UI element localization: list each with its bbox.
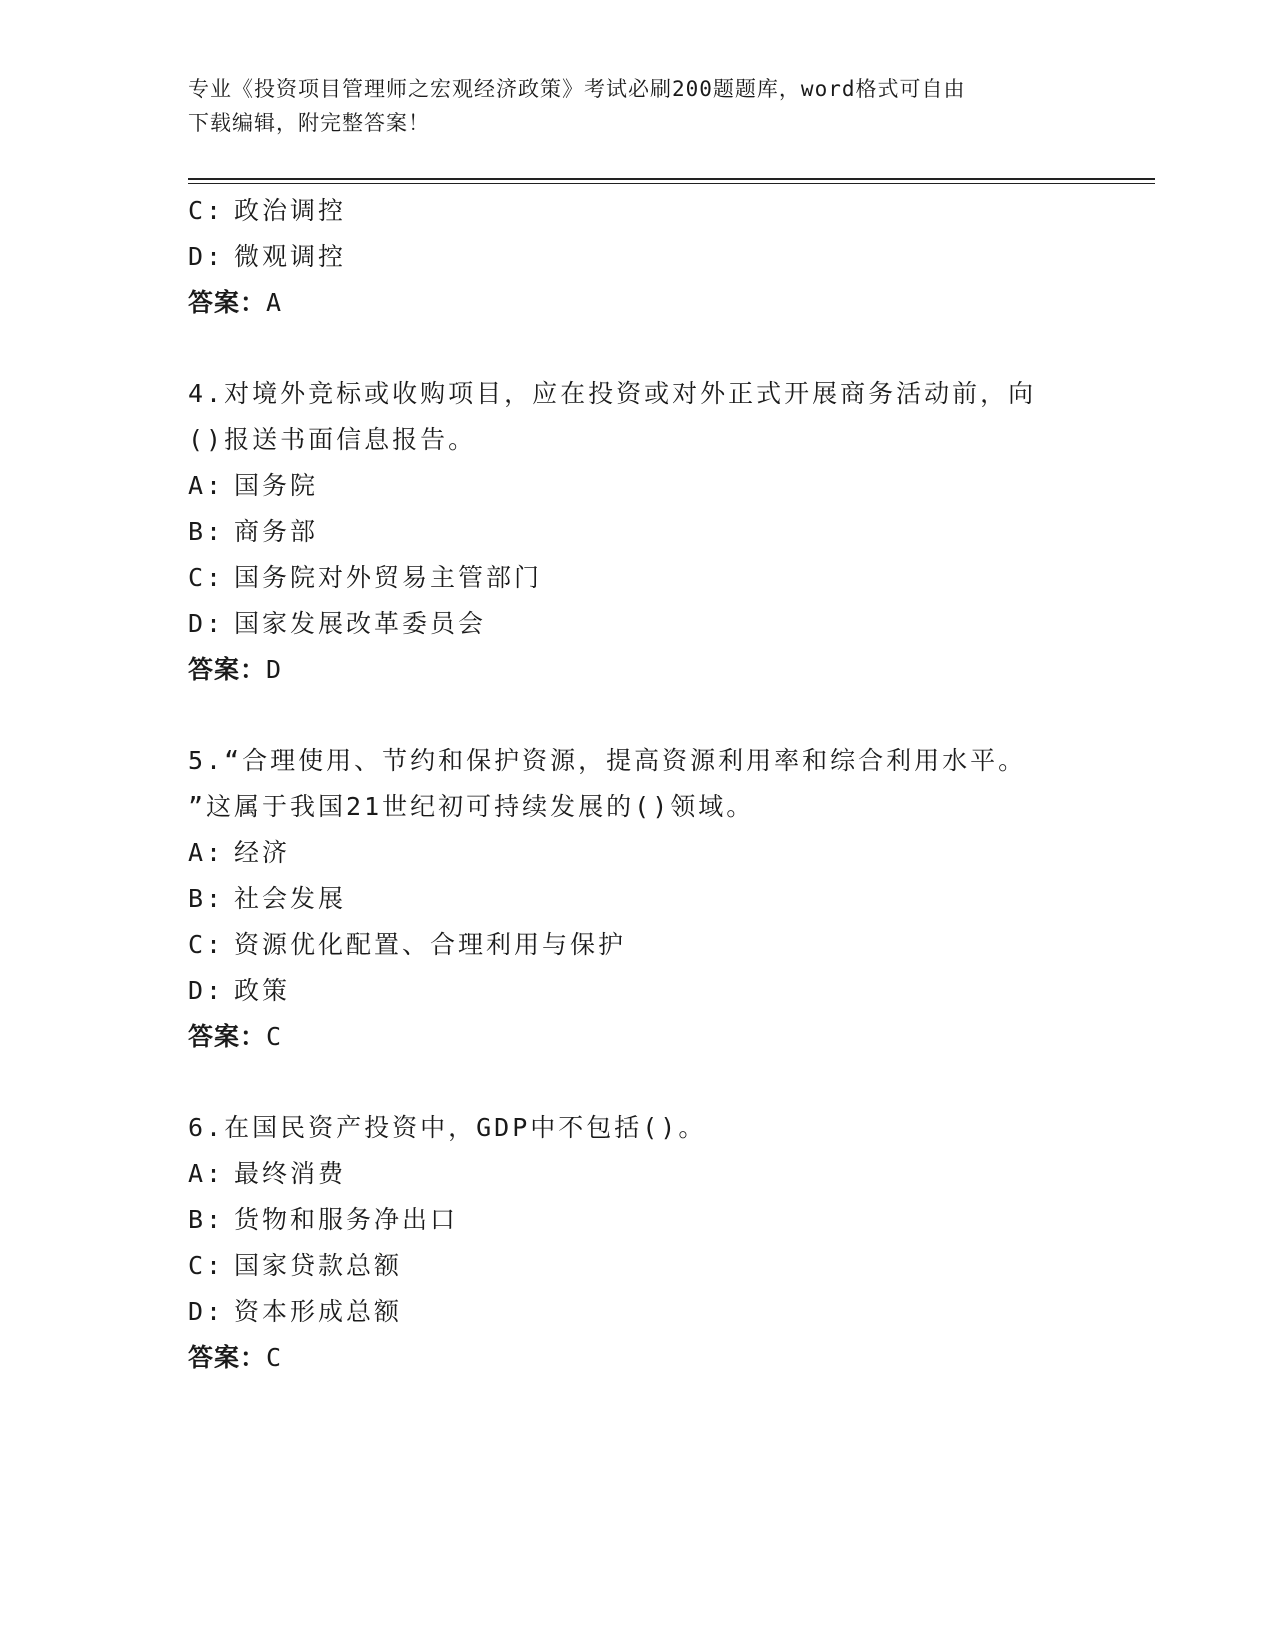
option-text: 政治调控: [234, 196, 347, 225]
header-divider-thin: [188, 183, 1155, 184]
question-stem-line-2: ”这属于我国21世纪初可持续发展的()领域。: [188, 792, 755, 821]
option-text: 货物和服务净出口: [234, 1205, 459, 1234]
answer-value: A: [266, 288, 283, 317]
question-3: [188, 188, 1088, 326]
option-text: 经济: [234, 838, 291, 867]
option-text: 商务部: [234, 517, 319, 546]
option-letter: C:: [188, 1251, 225, 1280]
option-text: 资源优化配置、合理利用与保护: [234, 930, 627, 959]
option-a: [188, 463, 1088, 509]
question-stem-line-1: 6.在国民资产投资中，GDP中不包括()。: [188, 1113, 707, 1142]
header-line-1: 专业《投资项目管理师之宏观经济政策》考试必刷200题题库，word格式可自由: [188, 77, 966, 101]
answer-label: 答案：: [188, 655, 267, 684]
answer-line: [188, 647, 1088, 693]
option-letter: B:: [188, 517, 225, 546]
question-stem-line-2: ()报送书面信息报告。: [188, 425, 477, 454]
option-letter: D:: [188, 609, 225, 638]
option-a: [188, 1151, 1088, 1197]
option-letter: A:: [188, 838, 225, 867]
option-d: [188, 968, 1088, 1014]
option-text: 资本形成总额: [234, 1297, 403, 1326]
option-b: [188, 1197, 1088, 1243]
question-stem-line-1: 5.“合理使用、节约和保护资源，提高资源利用率和综合利用水平。: [188, 746, 1027, 775]
option-letter: C:: [188, 930, 225, 959]
option-a: [188, 830, 1088, 876]
option-letter: B:: [188, 884, 225, 913]
option-c: [188, 555, 1088, 601]
option-letter: D:: [188, 242, 225, 271]
question-stem-line-1: 4.对境外竞标或收购项目，应在投资或对外正式开展商务活动前，向: [188, 379, 1037, 408]
answer-value: D: [266, 655, 283, 684]
option-c: [188, 922, 1088, 968]
option-text: 最终消费: [234, 1159, 347, 1188]
answer-label: 答案：: [188, 1343, 267, 1372]
option-b: [188, 509, 1088, 555]
option-letter: A:: [188, 471, 225, 500]
option-letter: C:: [188, 196, 225, 225]
option-text: 国家贷款总额: [234, 1251, 403, 1280]
option-c: [188, 1243, 1088, 1289]
answer-line: [188, 1014, 1088, 1060]
document-header: [188, 72, 1088, 140]
option-text: 国家发展改革委员会: [234, 609, 487, 638]
option-text: 社会发展: [234, 884, 347, 913]
option-letter: D:: [188, 976, 225, 1005]
option-text: 政策: [234, 976, 291, 1005]
answer-label: 答案：: [188, 1022, 267, 1051]
answer-line: [188, 1335, 1088, 1381]
option-letter: C:: [188, 563, 225, 592]
answer-value: C: [266, 1343, 283, 1372]
option-text: 微观调控: [234, 242, 347, 271]
option-d: [188, 601, 1088, 647]
option-d: [188, 234, 1088, 280]
question-list: [188, 188, 1088, 1381]
option-letter: B:: [188, 1205, 225, 1234]
option-d: [188, 1289, 1088, 1335]
header-divider-thick: [188, 178, 1155, 180]
answer-line: [188, 280, 1088, 326]
question-4: [188, 371, 1088, 693]
option-text: 国务院: [234, 471, 319, 500]
question-6: [188, 1105, 1088, 1381]
question-5: [188, 738, 1088, 1060]
option-c: [188, 188, 1088, 234]
option-letter: A:: [188, 1159, 225, 1188]
answer-value: C: [266, 1022, 283, 1051]
option-b: [188, 876, 1088, 922]
option-letter: D:: [188, 1297, 225, 1326]
option-text: 国务院对外贸易主管部门: [234, 563, 543, 592]
header-line-2: 下载编辑，附完整答案！: [188, 111, 430, 135]
answer-label: 答案：: [188, 288, 267, 317]
